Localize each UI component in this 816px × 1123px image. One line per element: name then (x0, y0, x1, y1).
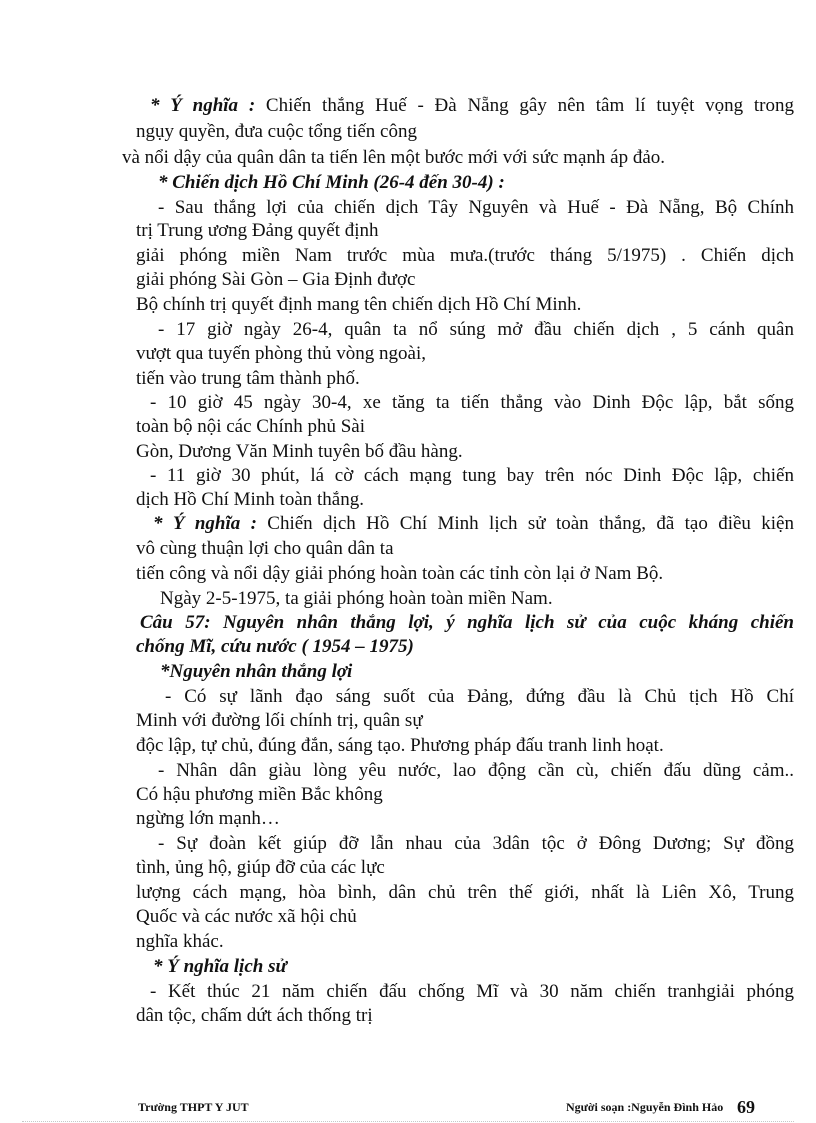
page-number: 69 (737, 1097, 755, 1117)
body-line: vô cùng thuận lợi cho quân dân ta (136, 538, 394, 559)
body-line: - 11 giờ 30 phút, lá cờ cách mạng tung bay trên nóc Dinh Độc lập, chiến (150, 465, 794, 486)
body-line: - Có sự lãnh đạo sáng suốt của Đảng, đứng đầu là Chủ tịch Hồ Chí (165, 686, 794, 707)
significance-label: * Ý nghĩa : (150, 95, 256, 116)
body-line: tình, ủng hộ, giúp đỡ của các lực (136, 857, 385, 878)
body-line: Có hậu phương miền Bắc không (136, 784, 383, 805)
footer-divider (22, 1121, 794, 1122)
body-line: dịch Hồ Chí Minh toàn thắng. (136, 489, 364, 510)
body-line: Quốc và các nước xã hội chủ (136, 906, 357, 927)
question-heading: chống Mĩ, cứu nước ( 1954 – 1975) (136, 636, 414, 657)
body-line: * Ý nghĩa : Chiến dịch Hồ Chí Minh lịch sử toàn thắng, đã tạo điều kiện (153, 513, 794, 534)
section-heading: *Nguyên nhân thắng lợi (160, 661, 353, 682)
body-line: độc lập, tự chủ, đúng đắn, sáng tạo. Phương pháp đấu tranh linh hoạt. (136, 735, 664, 756)
body-line: vượt qua tuyến phòng thủ vòng ngoài, (136, 343, 427, 364)
body-line: - 10 giờ 45 ngày 30-4, xe tăng ta tiến thẳng vào Dinh Độc lập, bắt sống (150, 392, 794, 413)
section-heading: * Chiến dịch Hồ Chí Minh (26-4 đến 30-4) : (158, 172, 505, 193)
body-line: nghĩa khác. (136, 931, 224, 952)
body-line: lượng cách mạng, hòa bình, dân chủ trên thế giới, nhất là Liên Xô, Trung (136, 882, 794, 903)
body-line: ngụy quyền, đưa cuộc tổng tiến công (136, 121, 417, 142)
body-line: - Nhân dân giàu lòng yêu nước, lao động cần cù, chiến đấu dũng cảm.. (158, 760, 794, 781)
body-line: và nổi dậy của quân dân ta tiến lên một bước mới với sức mạnh áp đảo. (122, 147, 666, 168)
body-line: dân tộc, chấm dứt ách thống trị (136, 1005, 373, 1026)
body-line: - Sau thắng lợi của chiến dịch Tây Nguyên và Huế - Đà Nẵng, Bộ Chính (158, 197, 794, 218)
body-line: Minh với đường lối chính trị, quân sự (136, 710, 423, 731)
body-line: Bộ chính trị quyết định mang tên chiến dịch Hồ Chí Minh. (136, 294, 582, 315)
body-line: - 17 giờ ngày 26-4, quân ta nổ súng mở đầu chiến dịch , 5 cánh quân (158, 319, 794, 340)
body-line: * Ý nghĩa : Chiến thắng Huế - Đà Nẵng gây nên tâm lí tuyệt vọng trong (150, 95, 794, 116)
body-line: ngừng lớn mạnh… (136, 808, 280, 829)
body-line: - Kết thúc 21 năm chiến đấu chống Mĩ và 30 năm chiến tranhgiải phóng (150, 981, 794, 1002)
footer-author: Người soạn :Nguyễn Đình Hảo (566, 1100, 724, 1114)
body-line: - Sự đoàn kết giúp đỡ lẫn nhau của 3dân tộc ở Đông Dương; Sự đồng (158, 833, 794, 854)
body-line: Ngày 2-5-1975, ta giải phóng hoàn toàn miền Nam. (160, 588, 553, 609)
body-line: giải phóng miền Nam trước mùa mưa.(trước tháng 5/1975) . Chiến dịch (136, 245, 794, 266)
body-line: toàn bộ nội các Chính phủ Sài (136, 416, 366, 437)
body-line: Gòn, Dương Văn Minh tuyên bố đầu hàng. (136, 441, 463, 462)
question-heading: Câu 57: Nguyên nhân thắng lợi, ý nghĩa lịch sử của cuộc kháng chiến (140, 612, 794, 633)
significance-label: * Ý nghĩa : (153, 513, 257, 534)
body-line: tiến vào trung tâm thành phố. (136, 368, 360, 389)
body-line: giải phóng Sài Gòn – Gia Định được (136, 269, 416, 290)
footer-school: Trường THPT Y JUT (138, 1100, 249, 1114)
body-line: tiến công và nổi dậy giải phóng hoàn toàn các tỉnh còn lại ở Nam Bộ. (136, 563, 664, 584)
section-heading: * Ý nghĩa lịch sử (153, 956, 287, 977)
body-line: trị Trung ương Đảng quyết định (136, 220, 379, 241)
